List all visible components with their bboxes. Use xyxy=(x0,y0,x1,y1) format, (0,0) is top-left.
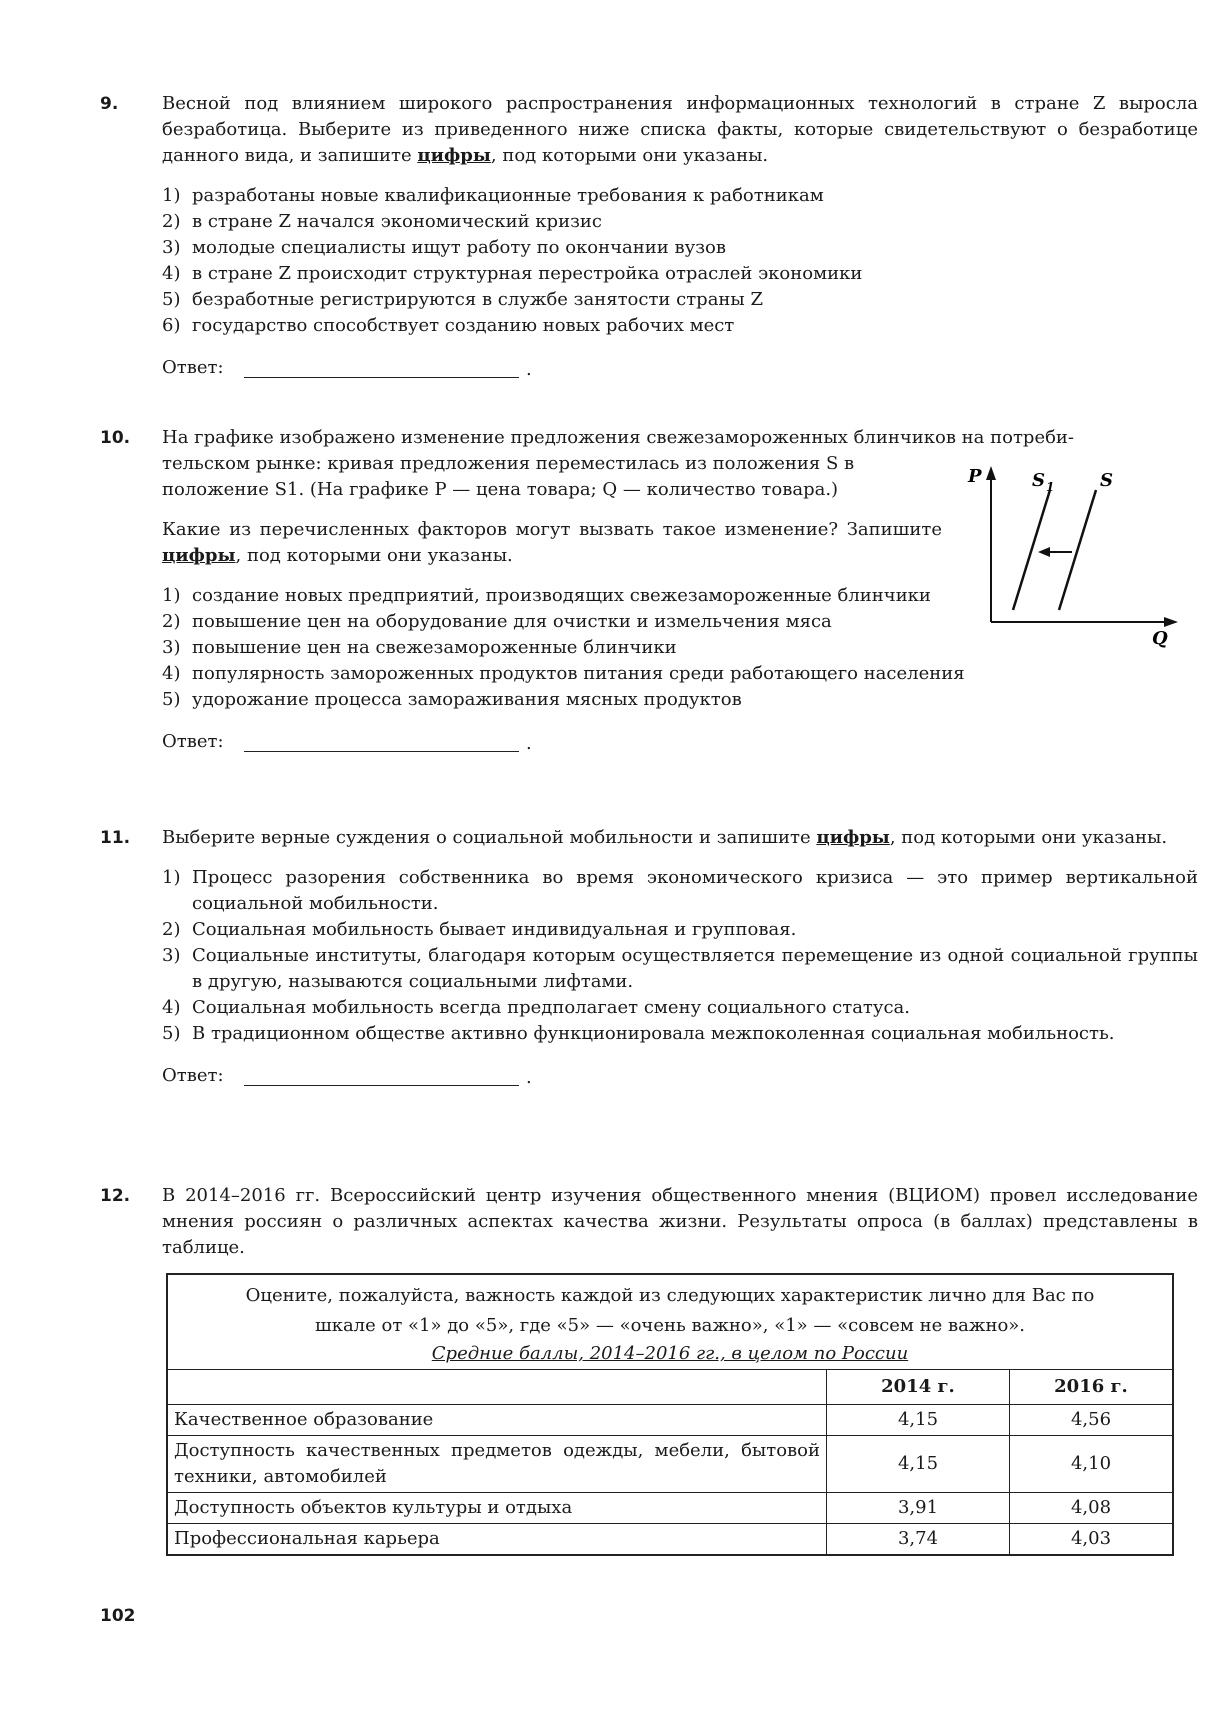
task-number: 10. xyxy=(100,428,131,448)
option: 3) повышение цен на свежезамороженные блинчики xyxy=(162,637,677,658)
table-row: Доступность качественных предметов одежды, мебели, бытовой техники, автомобилей 4,15 4,10 xyxy=(167,1436,1173,1493)
answer-line[interactable] xyxy=(244,751,519,752)
options-list xyxy=(162,865,1198,1047)
task-number: 9. xyxy=(100,94,119,114)
survey-table xyxy=(166,1273,1174,1556)
s-label: S xyxy=(1100,470,1113,491)
task-number: 12. xyxy=(100,1186,131,1206)
p-label: P xyxy=(968,466,982,487)
shift-arrow-head xyxy=(1038,547,1050,557)
table-row: Качественное образование 4,15 4,56 xyxy=(167,1405,1173,1436)
answer-field[interactable]: Ответ: . xyxy=(162,731,532,754)
task-question: Выберите верные суждения о социальной мобильности и запишите цифры, под которыми они указаны. xyxy=(162,827,1168,848)
s1-subscript: 1 xyxy=(1046,480,1055,494)
supply-shift-graph xyxy=(960,462,1180,652)
task-body xyxy=(162,1183,1198,1261)
table-row: Профессиональная карьера 3,74 4,03 xyxy=(167,1524,1173,1556)
task-number: 11. xyxy=(100,828,131,848)
task-question: В 2014–2016 гг. Всероссийский центр изучения общественного мнения (ВЦИОМ) провел исследование мнения россиян о различных аспектах качества жизни. Результаты опроса (в баллах) представлены в таблице. xyxy=(162,1185,1198,1258)
option: 6) государство способствует созданию новых рабочих мест xyxy=(162,315,735,336)
s1-label: S xyxy=(1032,470,1045,491)
table-header: Оцените, пожалуйста, важность каждой из следующих характеристик лично для Вас по шкале от «1» до «5», где «5» — «очень важно», «1» — «совсем не важно». Средние баллы, 2014–2016 гг., в целом по России xyxy=(167,1274,1173,1370)
option: 5) удорожание процесса замораживания мясных продуктов xyxy=(162,689,742,710)
option: 5) В традиционном обществе активно функционировала межпоколенная социальная мобильность. xyxy=(162,1023,1115,1044)
answer-line[interactable] xyxy=(244,377,519,378)
table-row: Доступность объектов культуры и отдыха 3,91 4,08 xyxy=(167,1493,1173,1524)
table-subtitle: Средние баллы, 2014–2016 гг., в целом по России xyxy=(431,1343,909,1364)
option: 3) Социальные институты, благодаря которым осуществляется перемещение из одной социальной группы в другую, называются социальными лифтами. xyxy=(162,945,1198,992)
task-body xyxy=(162,91,1198,383)
task-body xyxy=(162,825,1198,1091)
options-list xyxy=(162,183,1198,339)
answer-label: Ответ: xyxy=(162,357,224,378)
task-question: На графике изображено изменение предложения свежезамороженных блинчиков на потреби- xyxy=(162,427,1075,448)
col-header-2016: 2016 г. xyxy=(1010,1370,1174,1405)
q-label: Q xyxy=(1152,628,1168,649)
col-header-2014: 2014 г. xyxy=(827,1370,1010,1405)
answer-field[interactable]: Ответ: . xyxy=(162,1065,532,1088)
option: 2) в стране Z начался экономический кризис xyxy=(162,211,602,232)
option: 1) разработаны новые квалификационные требования к работникам xyxy=(162,185,824,206)
table-col-headers xyxy=(167,1370,1173,1405)
answer-field[interactable]: Ответ: . xyxy=(162,357,532,380)
option: 4) в стране Z происходит структурная перестройка отраслей экономики xyxy=(162,263,863,284)
option: 2) Социальная мобильность бывает индивидуальная и групповая. xyxy=(162,919,797,940)
task-body: На графике изображено изменение предложения свежезамороженных блинчиков на потреби- тельском рынке: кривая предложения переместилась из положения S в положение S1. (На графике P — цена товара; Q — количество товара.) Какие из перечисленных факторов могут вызвать такое изменение? Запишите цифры, под которыми они указаны. 1) создание новых предприятий, производящих свежезамороженные блинчики 2) повышение цен на оборудование для очистки и измельчения мяса 3) повышение цен на свежезамороженные блинчики 4) популярность замороженных продуктов питания среди работающего населения 5) удорожание процесса замораживания мясных продуктов Ответ: . xyxy=(162,425,1198,757)
p-axis-arrow xyxy=(986,466,996,480)
option: 1) Процесс разорения собственника во время экономического кризиса — это пример вертикальной социальной мобильности. xyxy=(162,867,1198,914)
option: 3) молодые специалисты ищут работу по окончании вузов xyxy=(162,237,726,258)
curve-s xyxy=(1059,490,1096,610)
option: 4) популярность замороженных продуктов питания среди работающего населения xyxy=(162,663,965,684)
option: 2) повышение цен на оборудование для очистки и измельчения мяса xyxy=(162,611,832,632)
page-number: 102 xyxy=(100,1606,136,1626)
answer-label: Ответ: xyxy=(162,731,224,752)
answer-label: Ответ: xyxy=(162,1065,224,1086)
q-axis-arrow xyxy=(1164,617,1178,627)
option: 5) безработные регистрируются в службе занятости страны Z xyxy=(162,289,763,310)
task-question: Весной под влиянием широкого распространения информационных технологий в стране Z выросла безработица. Выберите из приведенного ниже списка факты, которые свидетельствуют о безработице данного вида, и запишите цифры, под которыми они указаны. xyxy=(162,93,1198,166)
option: 1) создание новых предприятий, производящих свежезамороженные блинчики xyxy=(162,585,931,606)
option: 4) Социальная мобильность всегда предполагает смену социального статуса. xyxy=(162,997,911,1018)
answer-line[interactable] xyxy=(244,1085,519,1086)
